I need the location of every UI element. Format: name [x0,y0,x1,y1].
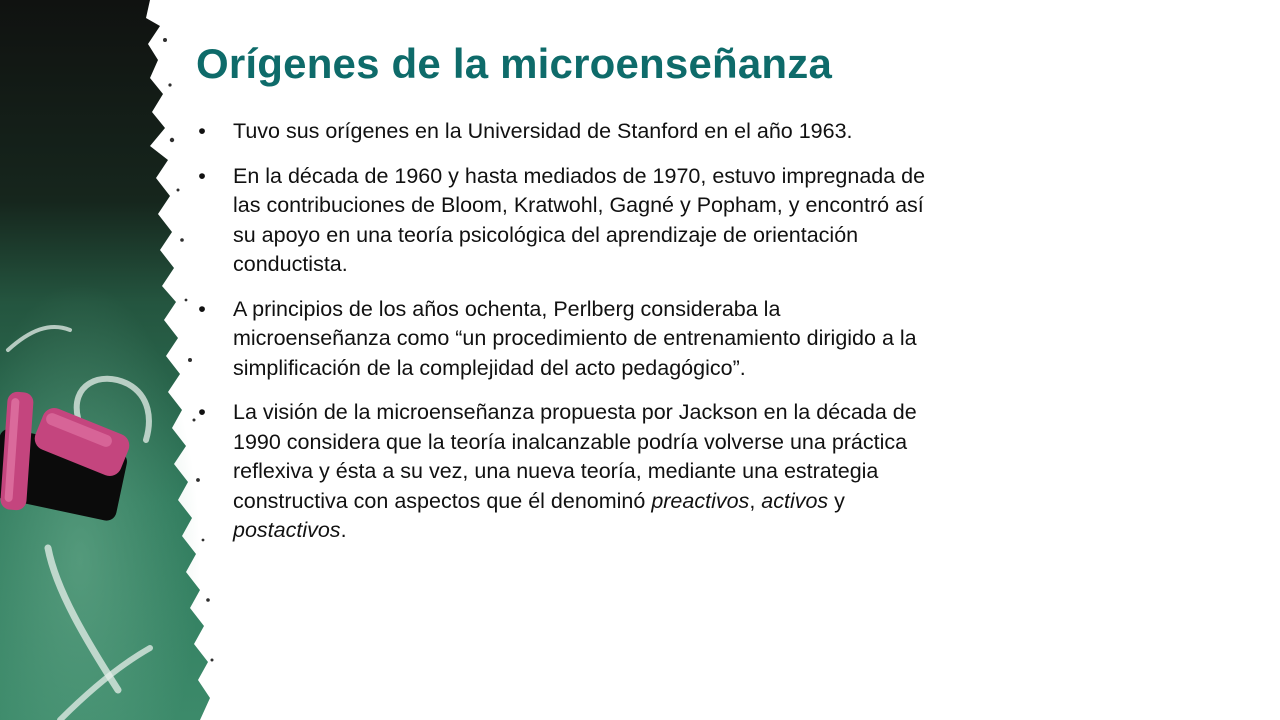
separator: y [828,488,845,513]
bullet-marker: • [198,163,206,188]
term-preactivos: preactivos [651,488,750,513]
bullet-item [196,295,926,384]
bullet-text: En la década de 1960 y hasta mediados de 1970, estuvo impregnada de las contribuciones de Bloom, Kratwohl, Gagné y Popham, y encontró así su apoyo en una teoría psicológica del aprendizaje de orientación conductista. [233,163,926,276]
slide-title: Orígenes de la microenseñanza [196,40,833,87]
bullet-item [196,398,926,546]
bullet-text-main: La visión de la microenseñanza propuesta por Jackson en la década de 1990 considera que la teoría inalcanzable podría volverse una práctica reflexiva y ésta a su vez, una nueva teoría, mediante una estrategia constructiva con aspectos que él denominó [233,400,917,513]
bullet-item [196,162,926,280]
bullet-list [196,117,926,561]
bullet-text: Tuvo sus orígenes en la Universidad de Stanford en el año 1963. [233,119,853,143]
term-activos: activos [761,488,829,513]
bullet-marker: • [198,296,206,321]
bullet-item [196,117,926,147]
term-postactivos: postactivos [233,518,341,542]
bullet-text [233,400,917,542]
bullet-marker: • [198,119,206,143]
period: . [340,518,347,542]
bullet-text: A principios de los años ochenta, Perlberg consideraba la microenseñanza como “un procedimiento de entrenamiento dirigido a la simplificación de la complejidad del acto pedagógico”. [233,296,917,380]
separator: , [749,488,762,513]
bullet-marker: • [198,400,206,424]
